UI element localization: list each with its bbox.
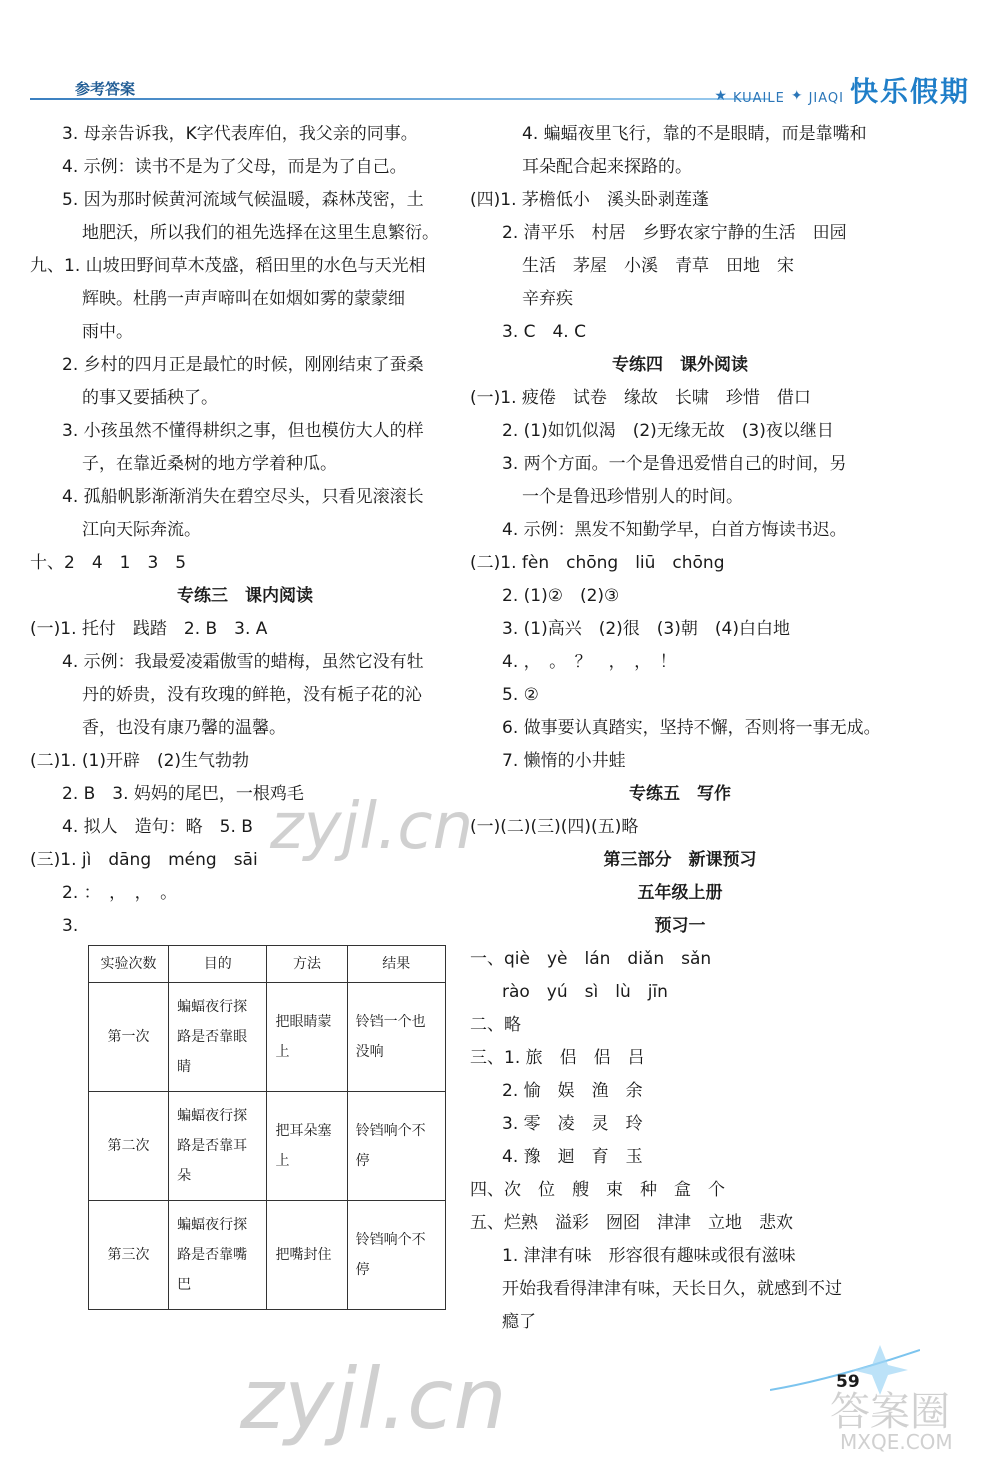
- answer-line: 辛弃疾: [522, 289, 573, 309]
- table-row: [89, 1201, 446, 1310]
- table-cell: 蝙蝠夜行探路是否靠耳朵: [169, 1092, 267, 1201]
- table-cell: 铃铛一个也没响: [347, 983, 445, 1092]
- answer-line: 3. C 4. C: [502, 322, 586, 342]
- star-icon: ★: [714, 88, 727, 104]
- brand-cn: 快乐假期: [849, 75, 970, 108]
- page-header: [30, 70, 980, 110]
- answer-line: 4. ， 。 ？ ， ， ！: [502, 652, 677, 672]
- table-header: 方法: [267, 946, 347, 983]
- answer-line: 3. 母亲告诉我，K字代表库伯，我父亲的同事。: [62, 124, 418, 144]
- answer-line: 2. (1)② (2)③: [502, 586, 620, 606]
- answer-line: 4. 示例：读书不是为了父母，而是为了自己。: [62, 157, 407, 177]
- header-label: 参考答案: [75, 80, 136, 98]
- answer-line: 辉映。杜鹃一声声啼叫在如烟如雾的蒙蒙细: [82, 289, 405, 309]
- answer-line: (一)1. 疲倦 试卷 缘故 长啸 珍惜 借口: [470, 388, 811, 408]
- answer-line: 专练五 写作: [629, 784, 731, 804]
- answer-line: 专练三 课内阅读: [177, 586, 313, 606]
- answer-line: 4. 孤船帆影渐渐消失在碧空尽头，只看见滚滚长: [62, 487, 424, 507]
- table-header: 实验次数: [89, 946, 169, 983]
- answer-line: 一个是鲁迅珍惜别人的时间。: [522, 487, 743, 507]
- answer-line: (一)(二)(三)(四)(五)略: [470, 817, 639, 837]
- answer-line: 3. (1)高兴 (2)很 (3)朝 (4)白白地: [502, 619, 790, 639]
- watermark: MXQE.COM: [840, 1430, 953, 1454]
- answer-line: 香，也没有康乃馨的温馨。: [82, 718, 286, 738]
- table-cell: 蝙蝠夜行探路是否靠嘴巴: [169, 1201, 267, 1310]
- answer-line: 江向天际奔流。: [82, 520, 201, 540]
- answer-line: 专练四 课外阅读: [612, 355, 748, 375]
- answer-line: 2. 乡村的四月正是最忙的时候，刚刚结束了蚕桑: [62, 355, 424, 375]
- brand-en-1: KUAILE: [732, 91, 785, 106]
- answer-line: 2. (1)如饥似渴 (2)无缘无故 (3)夜以继日: [502, 421, 834, 441]
- header-rule: [30, 98, 770, 100]
- answer-line: 4. 示例：我最爱凌霜傲雪的蜡梅，虽然它没有牡: [62, 652, 424, 672]
- table-header: 结果: [347, 946, 445, 983]
- answer-line: 子，在靠近桑树的地方学着种瓜。: [82, 454, 337, 474]
- star-icon: ✦: [790, 88, 803, 104]
- table-cell: 铃铛响个不停: [347, 1201, 445, 1310]
- answer-line: 1. 津津有味 形容很有趣味或很有滋味: [502, 1246, 796, 1266]
- answer-line: 的事又要插秧了。: [82, 388, 218, 408]
- table-row: [89, 1092, 446, 1201]
- answer-line: 5. ②: [502, 685, 539, 705]
- answer-line: 耳朵配合起来探路的。: [522, 157, 692, 177]
- page-number: 59: [836, 1372, 860, 1392]
- answer-line: 预习一: [654, 916, 706, 936]
- answer-line: (二)1. fèn chōng liū chōng: [470, 553, 725, 573]
- answer-line: 4. 蝙蝠夜里飞行，靠的不是眼睛，而是靠嘴和: [522, 124, 867, 144]
- answer-line: (四)1. 茅檐低小 溪头卧剥莲蓬: [470, 190, 709, 210]
- watermark: zyjl.cn: [270, 790, 474, 864]
- answer-line: 五年级上册: [637, 883, 723, 903]
- experiment-table: [88, 945, 446, 1310]
- answer-line: 4. 豫 迴 育 玉: [502, 1147, 643, 1167]
- answer-line: (三)1. jì dāng méng sāi: [30, 850, 258, 870]
- table-cell: 把眼睛蒙上: [267, 983, 347, 1092]
- table-cell: 把嘴封住: [267, 1201, 347, 1310]
- answer-line: rào yú sì lù jīn: [502, 982, 668, 1002]
- table-row: [89, 983, 446, 1092]
- answer-line: 2. 清平乐 村居 乡野农家宁静的生活 田园: [502, 223, 847, 243]
- answer-line: 3. 小孩虽然不懂得耕织之事，但也模仿大人的样: [62, 421, 424, 441]
- watermark: zyjl.cn: [240, 1350, 507, 1448]
- answer-line: 五、烂熟 溢彩 囫囵 津津 立地 悲欢: [470, 1213, 793, 1233]
- table-header-row: [89, 946, 446, 983]
- answer-line: 4. 示例：黑发不知勤学早，白首方悔读书迟。: [502, 520, 847, 540]
- answer-line: 一、qiè yè lán diǎn sǎn: [470, 949, 712, 969]
- answer-line: 2. ： ， ， 。: [62, 883, 178, 903]
- answer-line: 第三部分 新课预习: [603, 850, 757, 870]
- table-cell: 第三次: [89, 1201, 169, 1310]
- table-cell: 把耳朵塞上: [267, 1092, 347, 1201]
- answer-line: 十、2 4 1 3 5: [30, 553, 187, 573]
- table-cell: 铃铛响个不停: [347, 1092, 445, 1201]
- answer-line: 3.: [62, 916, 79, 936]
- table-cell: 第二次: [89, 1092, 169, 1201]
- answer-line: 3. 两个方面。一个是鲁迅爱惜自己的时间，另: [502, 454, 847, 474]
- table-cell: 蝙蝠夜行探路是否靠眼睛: [169, 983, 267, 1092]
- answer-line: 4. 拟人 造句：略 5. B: [62, 817, 253, 837]
- brand-en-2: JIAQI: [808, 91, 844, 106]
- answer-line: (一)1. 托付 践踏 2. B 3. A: [30, 619, 268, 639]
- answer-line: 5. 因为那时候黄河流域气候温暖，森林茂密，土: [62, 190, 424, 210]
- answer-line: 二、略: [470, 1015, 521, 1035]
- answer-line: 2. 愉 娱 渔 余: [502, 1081, 643, 1101]
- answer-line: 7. 懒惰的小井蛙: [502, 751, 626, 771]
- watermark: 答案圈: [830, 1389, 950, 1435]
- answer-line: 四、次 位 艘 束 种 盒 个: [470, 1180, 725, 1200]
- answer-line: 雨中。: [82, 322, 133, 342]
- answer-line: 地肥沃，所以我们的祖先选择在这里生息繁衍。: [82, 223, 439, 243]
- table-cell: 第一次: [89, 983, 169, 1092]
- answer-line: 瘾了: [502, 1312, 536, 1332]
- answer-line: 2. B 3. 妈妈的尾巴，一根鸡毛: [62, 784, 304, 804]
- answer-line: (二)1. (1)开辟 (2)生气勃勃: [30, 751, 250, 771]
- answer-line: 6. 做事要认真踏实，坚持不懈，否则将一事无成。: [502, 718, 881, 738]
- answer-line: 生活 茅屋 小溪 青草 田地 宋: [522, 256, 794, 276]
- right-column: [470, 118, 890, 1339]
- answer-line: 开始我看得津津有味，天长日久，就感到不过: [502, 1279, 842, 1299]
- table-header: 目的: [169, 946, 267, 983]
- brand-logo: [714, 70, 970, 110]
- answer-line: 3. 零 凌 灵 玲: [502, 1114, 643, 1134]
- answer-line: 九、1. 山坡田野间草木茂盛，稻田里的水色与天光相: [30, 256, 426, 276]
- answer-line: 丹的娇贵，没有玫瑰的鲜艳，没有栀子花的沁: [82, 685, 422, 705]
- answer-line: 三、1. 旅 侣 侣 吕: [470, 1048, 645, 1068]
